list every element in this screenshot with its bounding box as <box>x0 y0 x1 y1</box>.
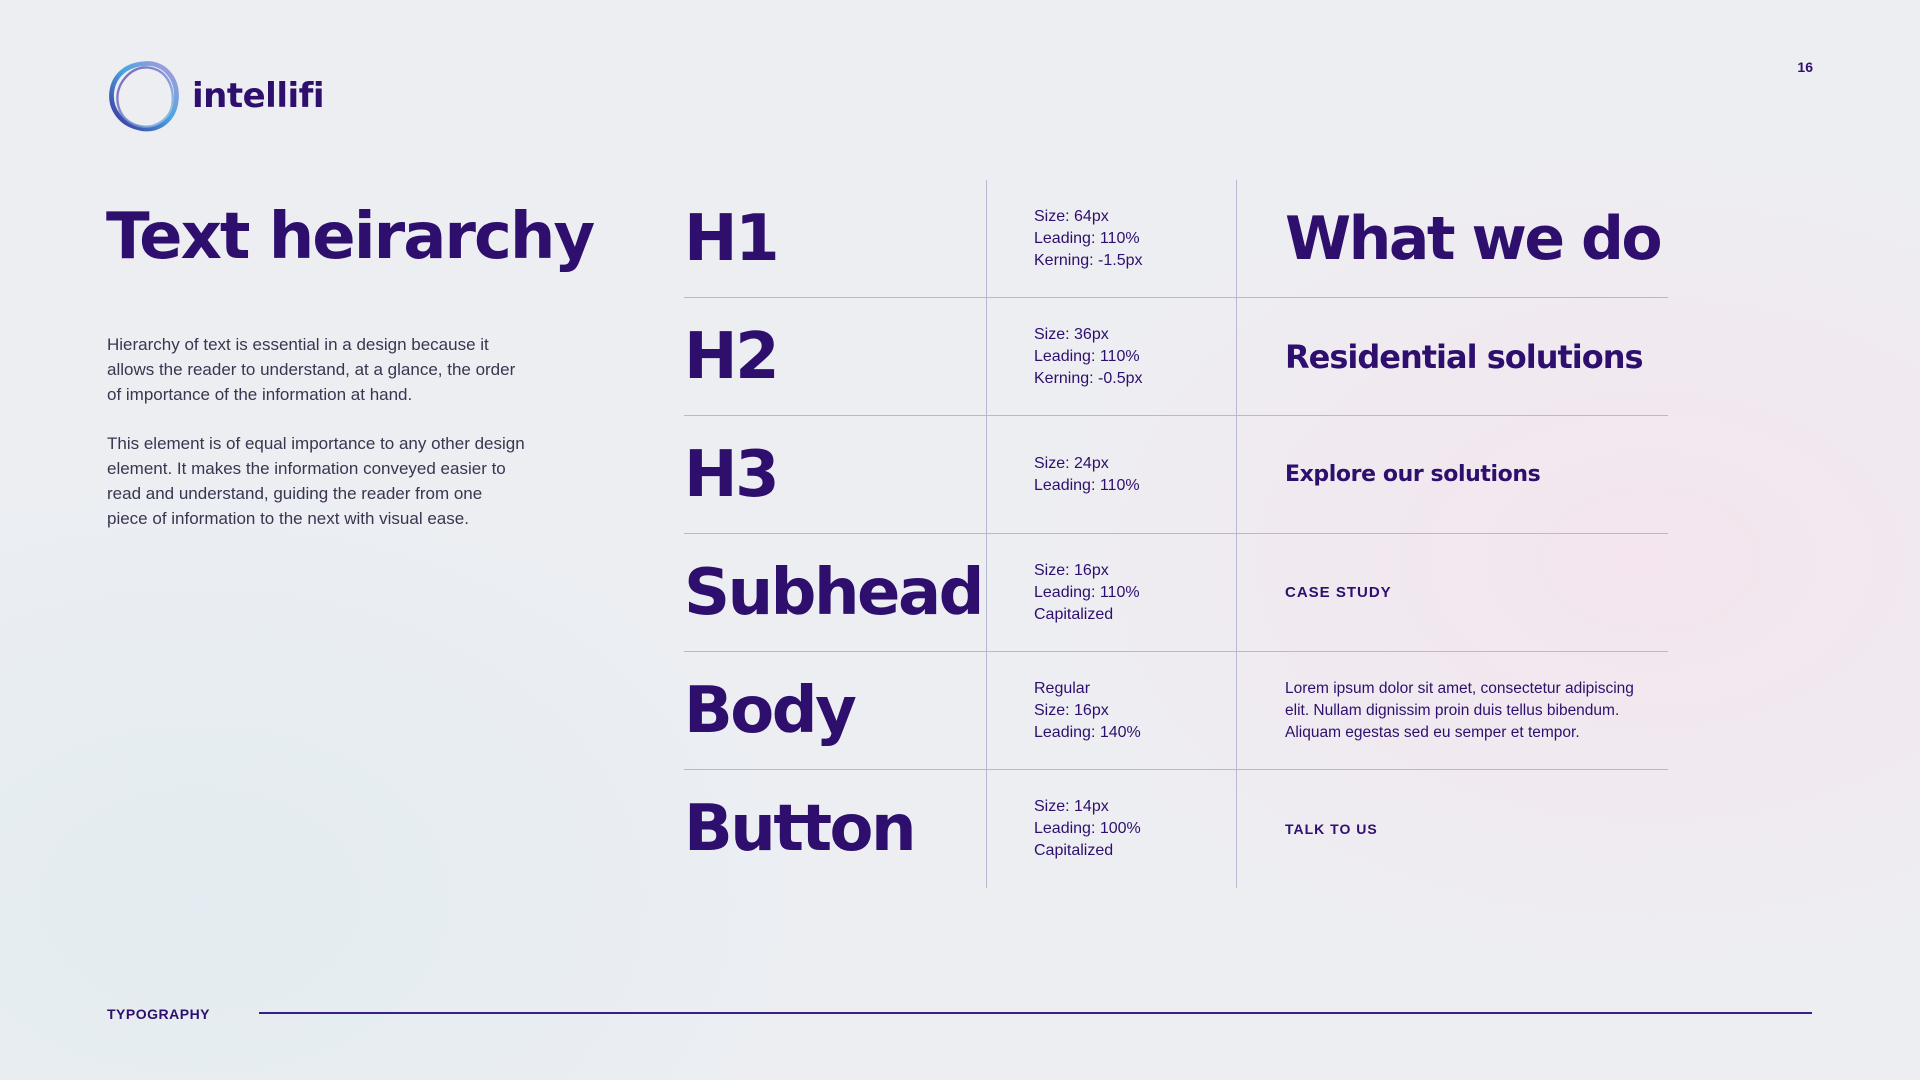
style-example: CASE STUDY <box>1236 534 1668 651</box>
style-name: H2 <box>684 319 778 394</box>
section-label: TYPOGRAPHY <box>107 1006 211 1022</box>
spec-line: Kerning: -0.5px <box>1034 369 1143 387</box>
style-name: H1 <box>684 201 778 276</box>
style-specs <box>986 416 1236 533</box>
intro-paragraph: Hierarchy of text is essential in a design because it allows the reader to understand, at a glance, the order of importance of the information at hand. <box>107 335 516 404</box>
style-specs <box>986 180 1236 297</box>
brand-logo <box>106 58 324 134</box>
style-example: What we do <box>1236 180 1668 297</box>
spec-line: Size: 24px <box>1034 454 1109 472</box>
style-example: TALK TO US <box>1236 770 1668 888</box>
page-number: 16 <box>1797 59 1813 75</box>
spec-line: Size: 36px <box>1034 325 1109 343</box>
style-specs <box>986 298 1236 415</box>
spec-line: Size: 16px <box>1034 701 1109 719</box>
type-row-h3 <box>684 416 1668 534</box>
type-hierarchy-table <box>684 180 1668 888</box>
spec-line: Size: 16px <box>1034 561 1109 579</box>
style-specs <box>986 652 1236 769</box>
footer-divider <box>259 1012 1812 1014</box>
spec-line: Capitalized <box>1034 605 1114 623</box>
style-example: Lorem ipsum dolor sit amet, consectetur adipiscing elit. Nullam dignissim proin duis tellus bibendum. Aliquam egestas sed eu semper et tempor. <box>1236 652 1668 769</box>
style-name: Subhead <box>684 555 982 630</box>
style-specs <box>986 534 1236 651</box>
style-example: Residential solutions <box>1236 298 1668 415</box>
spec-line: Leading: 110% <box>1034 476 1140 494</box>
type-row-h2 <box>684 298 1668 416</box>
spec-line: Leading: 110% <box>1034 583 1140 601</box>
style-example: Explore our solutions <box>1236 416 1668 533</box>
spec-line: Leading: 110% <box>1034 347 1140 365</box>
brand-name: intellifi <box>192 76 325 116</box>
style-name: Body <box>684 673 855 748</box>
spec-line: Leading: 140% <box>1034 723 1141 741</box>
spec-line: Capitalized <box>1034 842 1114 859</box>
spec-line: Kerning: -1.5px <box>1034 251 1143 269</box>
spec-line: Leading: 110% <box>1034 229 1140 247</box>
style-name: H3 <box>684 437 778 512</box>
intro-paragraph: This element is of equal importance to any other design element. It makes the information conveyed easier to read and understand, guiding the reader from one piece of information to the next with visual ease. <box>107 434 525 528</box>
type-row-subhead <box>684 534 1668 652</box>
ring-logo-icon <box>106 58 182 134</box>
type-row-body <box>684 652 1668 770</box>
spec-line: Size: 14px <box>1034 798 1109 815</box>
type-row-button <box>684 770 1668 888</box>
spec-line: Size: 64px <box>1034 207 1109 225</box>
style-name: Button <box>684 792 915 866</box>
style-specs <box>986 770 1236 888</box>
intro-text <box>107 332 527 555</box>
spec-line: Leading: 100% <box>1034 820 1141 837</box>
page-title: Text heirarchy <box>106 200 594 274</box>
spec-line: Regular <box>1034 679 1091 697</box>
type-row-h1 <box>684 180 1668 298</box>
